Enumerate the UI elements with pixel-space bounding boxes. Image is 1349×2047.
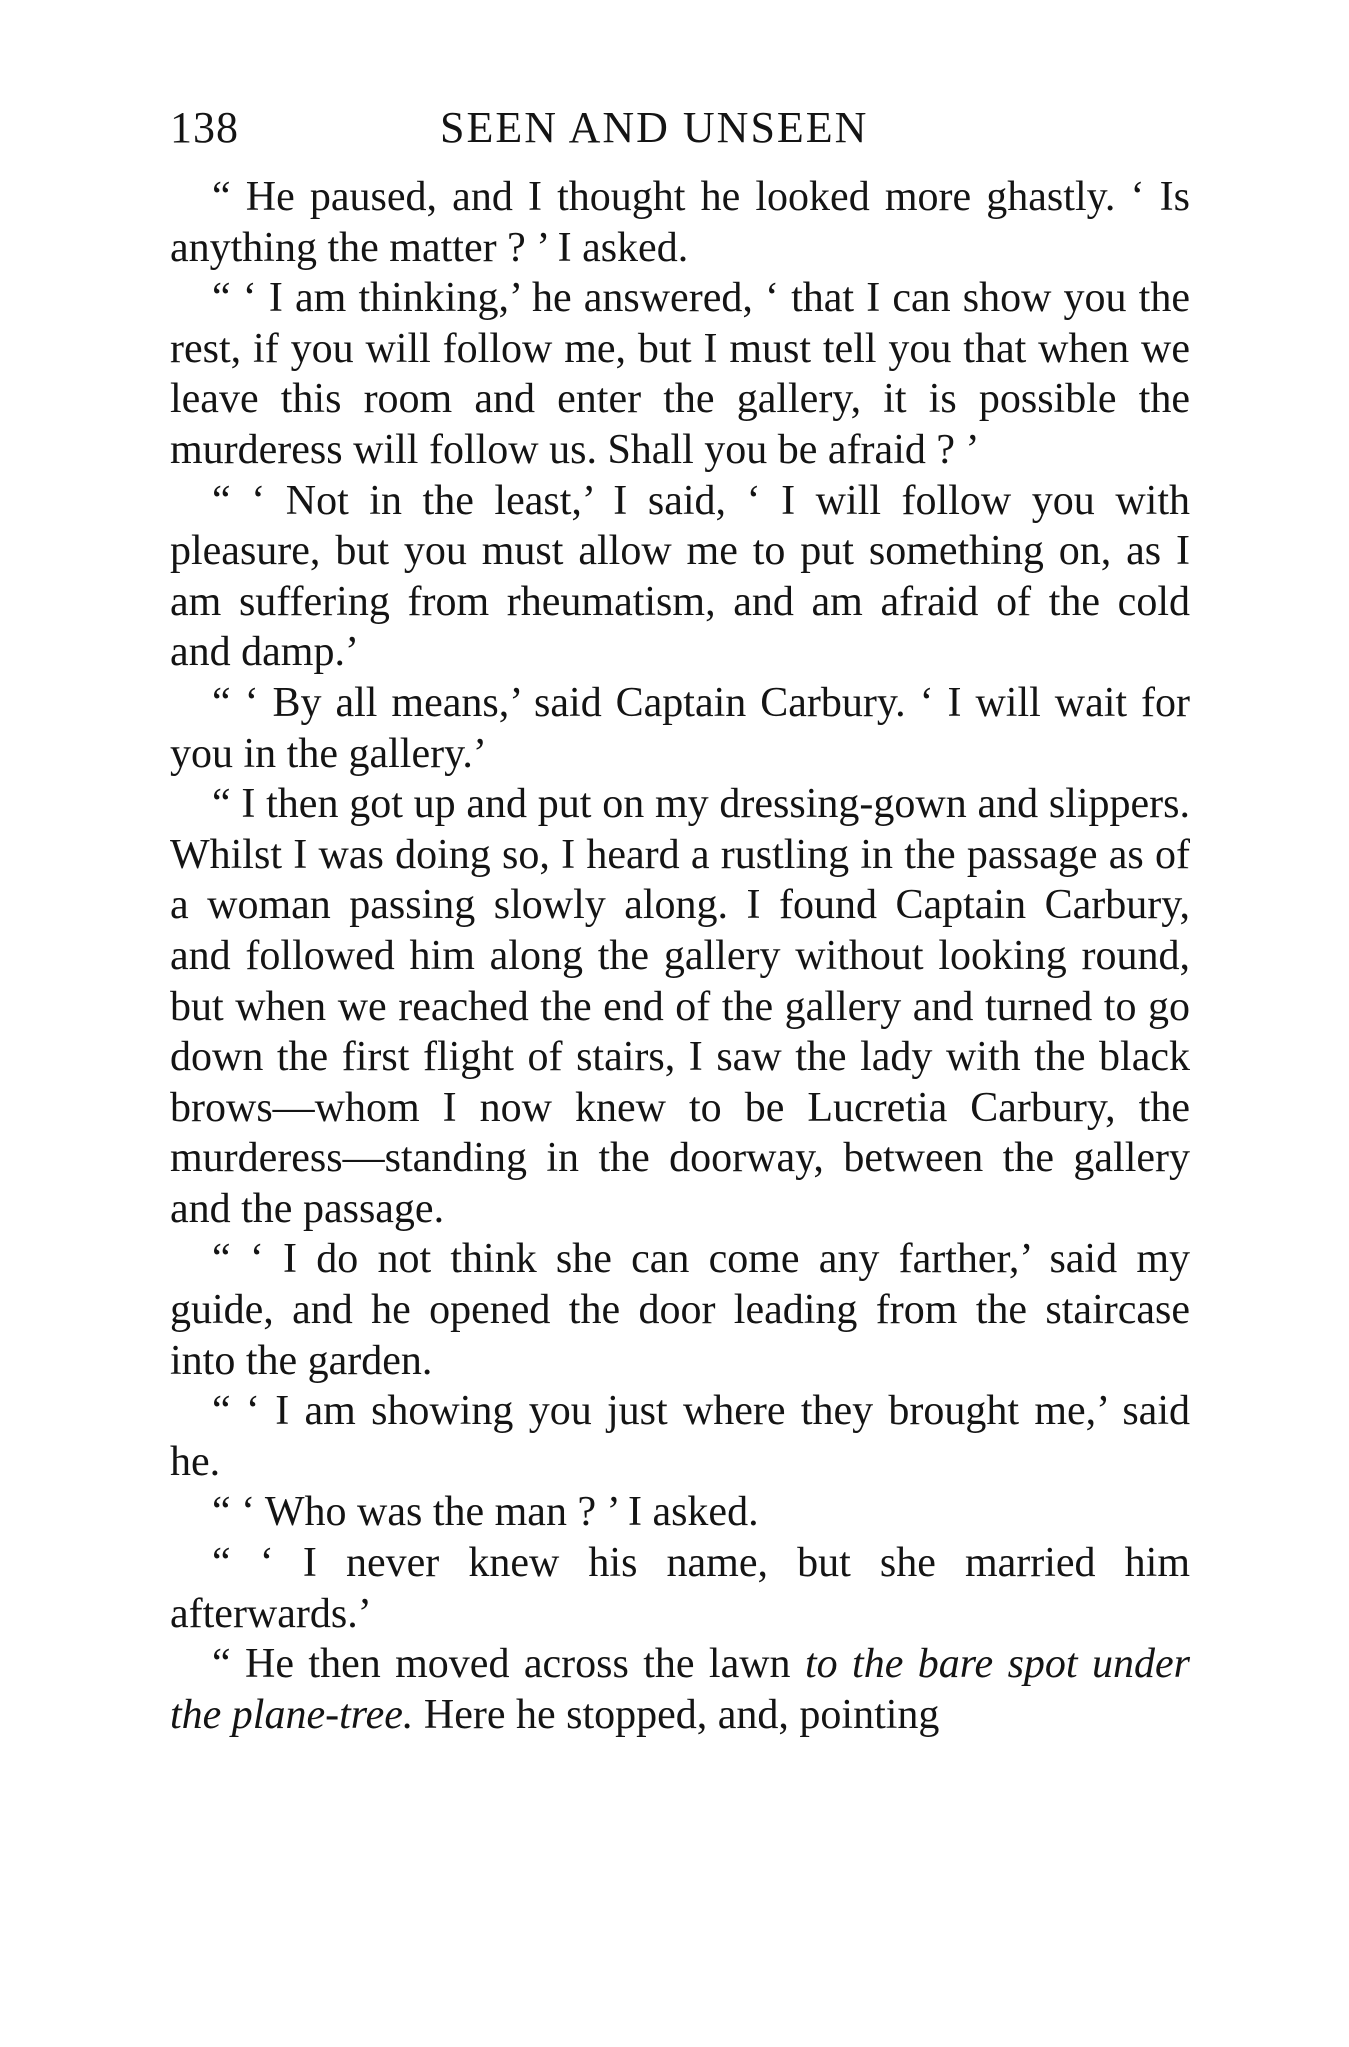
- running-head: SEEN AND UNSEEN: [440, 103, 869, 152]
- final-paragraph: [170, 1639, 1190, 1740]
- page-number: 138: [170, 103, 239, 152]
- paragraph: “ ‘ Not in the least,’ I said, ‘ I will follow you with pleasure, but you must allow me to put something on, as I am suffering from rheumatism, and am afraid of the cold and damp.’: [170, 477, 1190, 676]
- page-header: [170, 100, 1190, 156]
- paragraph: “ ‘ I am showing you just where they brought me,’ said he.: [170, 1388, 1190, 1485]
- final-paragraph-end: Here he stopped, and, pointing: [413, 1691, 940, 1738]
- paragraph: “ ‘ I am thinking,’ he answered, ‘ that I can show you the rest, if you will follow me, but I must tell you that when we leave this room and enter the gallery, it is possible the murderess will follow us. Shall you be afraid ? ’: [170, 275, 1190, 473]
- final-paragraph-start: “ He then moved across the lawn: [212, 1641, 805, 1688]
- paragraph: “ ‘ By all means,’ said Captain Carbury. ‘ I will wait for you in the gallery.’: [170, 679, 1190, 777]
- paragraph: “ ‘ I do not think she can come any farther,’ said my guide, and he opened the door leading from the staircase into the garden.: [170, 1236, 1190, 1384]
- book-page: [170, 0, 1190, 2047]
- paragraph: “ I then got up and put on my dressing-gown and slippers. Whilst I was doing so, I heard a rustling in the passage as of a woman passing slowly along. I found Captain Carbury, and followed him along the gallery without looking round, but when we reached the end of the gallery and turned to go down the first flight of stairs, I saw the lady with the black brows—whom I now knew to be Lucretia Carbury, the murderess—standing in the doorway, between the gallery and the passage.: [170, 781, 1190, 1232]
- paragraph: “ ‘ Who was the man ? ’ I asked.: [212, 1489, 759, 1536]
- body-text: [170, 172, 1190, 1740]
- paragraph: “ He paused, and I thought he looked more ghastly. ‘ Is anything the matter ? ’ I asked.: [170, 174, 1190, 271]
- paragraph: “ ‘ I never knew his name, but she married him afterwards.’: [170, 1540, 1190, 1637]
- italic-phrase: to the bare spot under the plane-tree.: [170, 1641, 1190, 1738]
